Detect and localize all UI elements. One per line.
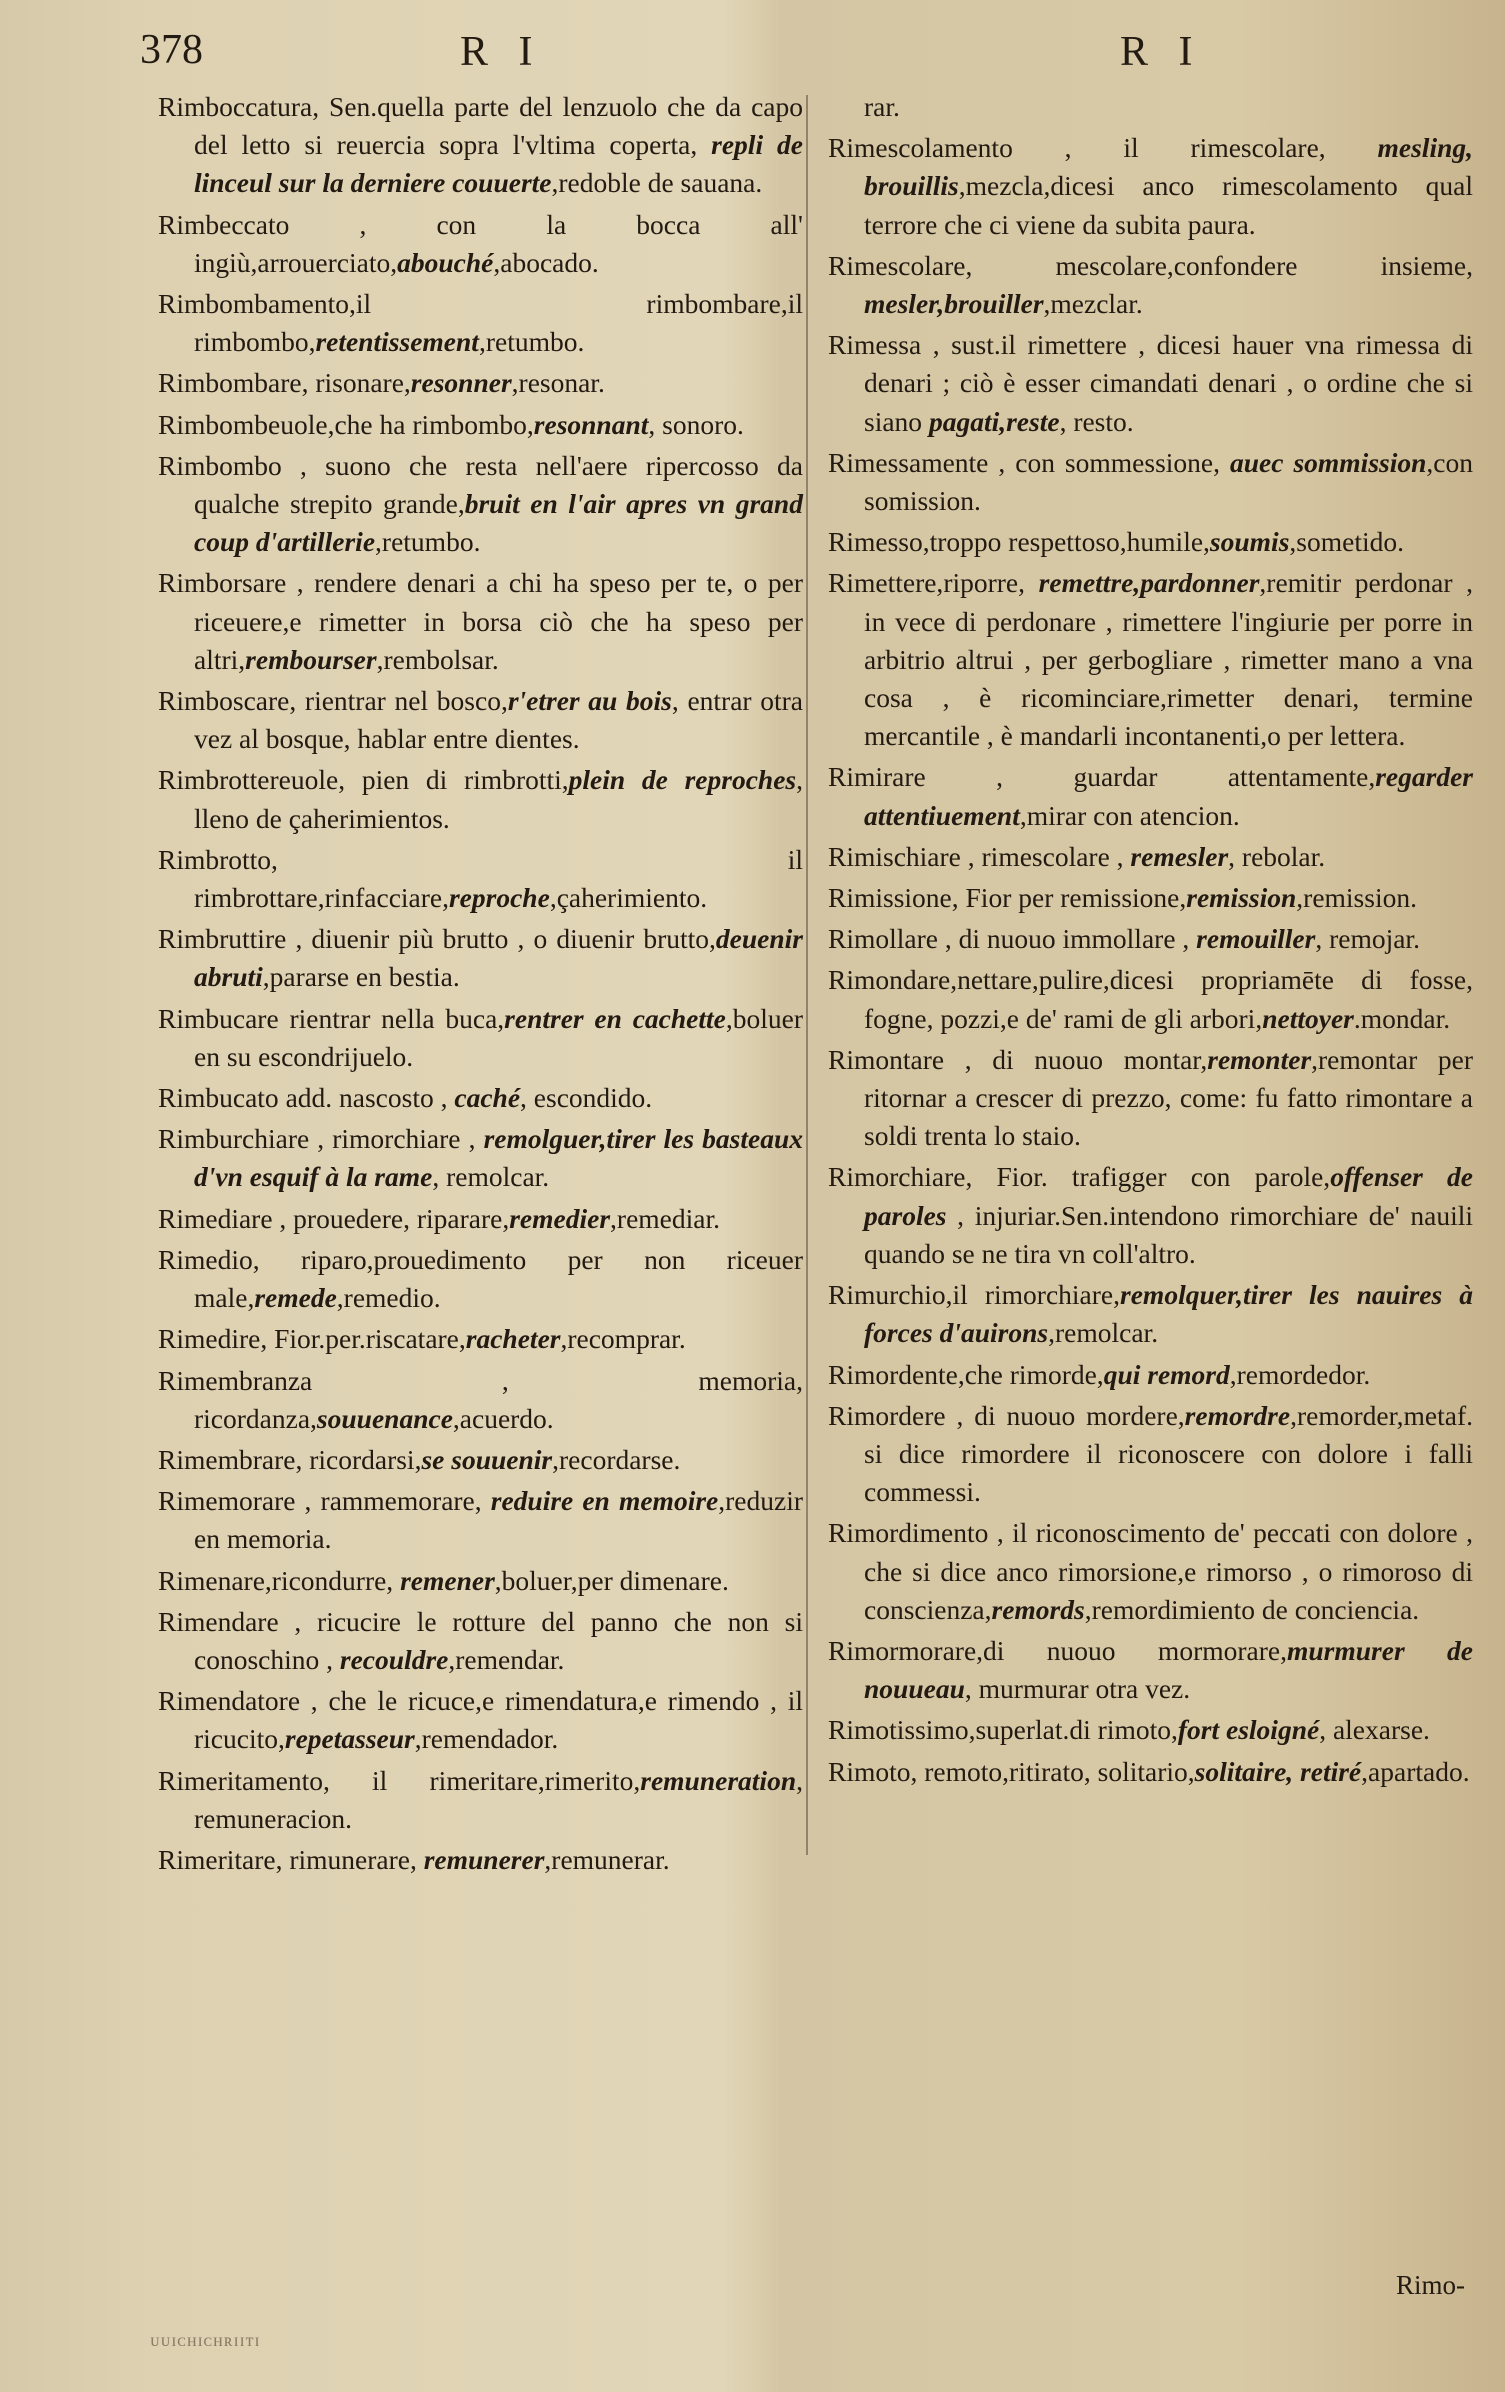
- entry-french-gloss: remesler: [1130, 840, 1229, 872]
- entry-spanish-gloss: ,remontar per ritornar a crescer di prezzo, come: fu fatto rimontare a soldi trenta lo staio.: [864, 1043, 1474, 1152]
- entry-spanish-gloss: , escondido.: [520, 1082, 653, 1114]
- entry-spanish-gloss: ,remission.: [1296, 882, 1417, 914]
- entry-definition: , ricucire le rotture del panno che non si conoschino ,: [194, 1605, 803, 1675]
- entry-definition: risonare,: [308, 367, 411, 399]
- entry-french-gloss: reproche: [448, 882, 550, 914]
- entry-french-gloss: solitaire, retiré: [1194, 1755, 1362, 1787]
- dictionary-entry: [828, 920, 1473, 958]
- entry-headword: Rimbruttire: [158, 923, 287, 955]
- entry-definition: , con la bocca all' ingiù,arrouerciato,: [194, 208, 803, 278]
- entry-spanish-gloss: ,retumbo.: [478, 326, 585, 358]
- entry-spanish-gloss: ,reduzir en memoria.: [194, 1485, 803, 1555]
- entry-definition: , memoria, ricordanza,: [194, 1364, 803, 1434]
- dictionary-entry: [158, 920, 803, 996]
- entry-french-gloss: racheter: [465, 1323, 561, 1355]
- entry-spanish-gloss: ,boluer en su escondrijuelo.: [194, 1002, 803, 1072]
- entry-headword: Rimirare: [828, 761, 926, 793]
- entry-spanish-gloss: , rebolar.: [1228, 840, 1326, 872]
- entry-french-gloss: remolquer,tirer les nauires à forces d'auirons: [864, 1279, 1474, 1349]
- entry-spanish-gloss: ,resonar.: [511, 367, 605, 399]
- dictionary-entry: [828, 961, 1473, 1037]
- entry-definition: ricordarsi,: [302, 1443, 422, 1475]
- entry-headword: Rimorchiare,: [828, 1161, 973, 1193]
- entry-definition: remoto,ritirato, solitario,: [917, 1755, 1195, 1787]
- dictionary-entry: [828, 758, 1473, 834]
- entry-spanish-gloss: ,apartado.: [1361, 1755, 1470, 1787]
- entry-spanish-gloss: , murmurar otra vez.: [964, 1673, 1191, 1705]
- entry-spanish-gloss: ,remordimiento de conciencia.: [1084, 1593, 1420, 1625]
- entry-spanish-gloss: ,retumbo.: [375, 526, 481, 558]
- entry-french-gloss: fort esloigné: [1177, 1714, 1320, 1746]
- entry-headword: Rimendare: [158, 1605, 279, 1637]
- entry-headword: Rimischiare: [828, 840, 961, 872]
- entry-definition: nettare,pulire,dicesi propriamēte di fosse, fogne, pozzi,e de' rami de gli arbori,: [864, 964, 1473, 1034]
- entry-french-gloss: remolguer,tirer les basteaux d'vn esquif à la rame: [194, 1123, 804, 1193]
- entry-headword: Rimurchio,: [828, 1279, 953, 1311]
- dictionary-entry: [828, 1041, 1473, 1156]
- dictionary-entry: [828, 523, 1473, 561]
- entry-spanish-gloss: ,recomprar.: [560, 1323, 686, 1355]
- entry-headword: Rimboscare,: [158, 685, 297, 717]
- entry-headword: Rimbombare,: [158, 367, 309, 399]
- entry-french-gloss: remener: [400, 1564, 495, 1596]
- entry-spanish-gloss: ,remolcar.: [1048, 1317, 1159, 1349]
- entry-definition: , sust.il rimettere , dicesi hauer vna rimessa di denari ; ciò è esser cimandati denari , o ordine che si siano: [864, 329, 1473, 437]
- dictionary-entry: [158, 1241, 803, 1317]
- dictionary-entry: [158, 285, 803, 361]
- entry-headword: Rimollare: [828, 923, 938, 955]
- entry-french-gloss: remission: [1186, 882, 1297, 914]
- entry-spanish-gloss: ,sometido.: [1289, 526, 1404, 558]
- entry-spanish-gloss: , remuneracion.: [194, 1764, 803, 1834]
- dictionary-entry: [158, 1441, 803, 1479]
- entry-french-gloss: remordre: [1184, 1399, 1291, 1431]
- entry-french-gloss: repli de linceul sur la derniere couuerte: [194, 129, 803, 199]
- entry-french-gloss: remede: [254, 1282, 337, 1314]
- entry-french-gloss: regarder attentiuement: [864, 761, 1473, 831]
- entry-headword: Rimondare,: [828, 964, 958, 996]
- dictionary-entry: [828, 1276, 1473, 1352]
- entry-headword: Rimembrare,: [158, 1443, 303, 1475]
- entry-french-gloss: offenser de paroles: [864, 1161, 1473, 1231]
- entry-french-gloss: souuenance: [316, 1402, 453, 1434]
- dictionary-entry: [828, 444, 1473, 520]
- entry-spanish-gloss: ,mirar con atencion.: [1019, 799, 1240, 831]
- entry-headword: Rimordente,: [828, 1358, 965, 1390]
- entry-continuation: rar.: [864, 91, 900, 122]
- dictionary-entry: [828, 1397, 1473, 1512]
- entry-headword: Rimoto,: [828, 1755, 918, 1787]
- entry-definition: rientrar nella buca,: [278, 1002, 505, 1034]
- entry-spanish-gloss: , injuriar.Sen.intendono rimorchiare de' nauili quando se ne tira vn coll'altro.: [864, 1199, 1473, 1269]
- entry-definition: , rendere denari a chi ha speso per te, o per riceuere,e rimetter in borsa ciò che ha speso per altri,: [194, 567, 803, 675]
- entry-definition: , che le ricuce,e rimendatura,e rimendo , il ricucito,: [194, 1685, 803, 1755]
- dictionary-entry: [828, 1632, 1473, 1708]
- entry-french-gloss: qui remord: [1103, 1358, 1230, 1390]
- entry-definition: , suono che resta nell'aere ripercosso da qualche strepito grande,: [194, 449, 803, 520]
- entry-spanish-gloss: ,remordedor.: [1229, 1358, 1371, 1390]
- entry-french-gloss: remonter: [1207, 1043, 1312, 1075]
- entry-spanish-gloss: .mondar.: [1353, 1002, 1451, 1034]
- dictionary-entry: [158, 1362, 803, 1438]
- column-rule: [806, 95, 808, 1855]
- entry-spanish-gloss: ,pararse en bestia.: [262, 961, 460, 993]
- entry-spanish-gloss: ,acuerdo.: [452, 1402, 554, 1434]
- entry-french-gloss: rembourser: [245, 643, 377, 675]
- entry-french-gloss: r'etrer au bois: [507, 685, 672, 717]
- dictionary-entry: [158, 206, 803, 282]
- entry-headword: Rimessa: [828, 329, 922, 361]
- entry-spanish-gloss: , sonoro.: [648, 408, 744, 440]
- entry-headword: Rimesso,: [828, 526, 930, 558]
- footer-mark: ᴜᴜɪᴄʜɪᴄʜʀɪɪᴛɪ: [150, 2330, 261, 2350]
- entry-headword: Rimescolamento: [828, 132, 1013, 164]
- entry-french-gloss: resonner: [410, 367, 512, 399]
- dictionary-entry: [158, 841, 803, 917]
- entry-french-gloss: bruit en l'air apres vn grand coup d'artillerie: [194, 488, 803, 558]
- entry-spanish-gloss: , resto.: [1059, 405, 1134, 437]
- entry-spanish-gloss: ,remunerar.: [544, 1843, 670, 1875]
- dictionary-entry: [828, 838, 1473, 876]
- entry-headword: Rimedio,: [158, 1243, 260, 1275]
- entry-headword: Rimenare,: [158, 1564, 272, 1596]
- dictionary-entry: [158, 564, 803, 679]
- entry-headword: Rimbeccato: [158, 208, 290, 240]
- entry-french-gloss: mesler,brouiller: [864, 288, 1044, 320]
- dictionary-entry: [828, 247, 1473, 323]
- page-number: 378: [140, 27, 203, 73]
- entry-headword: Rimbrotto,: [158, 843, 278, 875]
- entry-spanish-gloss: , remolcar.: [432, 1161, 550, 1193]
- entry-spanish-gloss: ,rembolsar.: [376, 643, 499, 675]
- entry-headword: Rimessamente: [828, 446, 989, 478]
- right-column: [828, 88, 1473, 1794]
- entry-definition: il rimeritare,rimerito,: [329, 1764, 641, 1796]
- entry-definition: che rimorde,: [964, 1358, 1104, 1390]
- entry-spanish-gloss: , lleno de çaherimientos.: [194, 764, 803, 834]
- entry-definition: di nuouo mormorare,: [983, 1634, 1287, 1666]
- entry-french-gloss: soumis: [1209, 526, 1290, 558]
- dictionary-entry: [158, 1482, 803, 1558]
- dictionary-entry: [158, 406, 803, 444]
- dictionary-entry: [158, 1603, 803, 1679]
- entry-headword: Rimeritamento,: [158, 1764, 330, 1796]
- entry-definition: , rimorchiare ,: [309, 1123, 484, 1155]
- entry-definition: Fior.per.riscatare,: [267, 1323, 466, 1355]
- entry-headword: Rimescolare,: [828, 249, 973, 281]
- entry-french-gloss: repetasseur: [284, 1723, 415, 1755]
- entry-definition: ricondurre,: [271, 1564, 401, 1596]
- entry-french-gloss: rentrer en cachette: [504, 1002, 726, 1034]
- entry-headword: Rimbrottereuole,: [158, 764, 346, 796]
- entry-definition: riporre,: [943, 567, 1039, 599]
- entry-definition: Fior. trafigger con parole,: [972, 1161, 1331, 1193]
- running-head-left: R I: [460, 29, 543, 75]
- entry-definition: il rimorchiare,: [952, 1279, 1121, 1311]
- entry-french-gloss: mesling, brouillis: [864, 132, 1473, 202]
- entry-headword: Rimburchiare: [158, 1123, 310, 1155]
- dictionary-entry: [158, 364, 803, 402]
- entry-french-gloss: remunerer: [423, 1843, 545, 1875]
- entry-headword: Rimbucato: [158, 1082, 279, 1114]
- entry-french-gloss: nettoyer: [1262, 1002, 1354, 1034]
- entry-french-gloss: plein de reproches: [568, 764, 797, 796]
- dictionary-entry: [158, 1562, 803, 1600]
- entry-spanish-gloss: ,mezclar.: [1043, 288, 1143, 320]
- entry-spanish-gloss: ,remedio.: [336, 1282, 441, 1314]
- entry-definition: troppo respettoso,humile,: [929, 526, 1210, 558]
- entry-spanish-gloss: , alexarse.: [1319, 1714, 1430, 1746]
- entry-spanish-gloss: ,remendar.: [448, 1643, 565, 1675]
- entry-definition: superlat.di rimoto,: [975, 1714, 1178, 1746]
- entry-definition: , guardar attentamente,: [925, 761, 1376, 793]
- page-header: [0, 22, 1505, 82]
- dictionary-entry: [158, 682, 803, 758]
- entry-definition: riparo,prouedimento per non riceuer male,: [194, 1243, 803, 1314]
- entry-french-gloss: caché: [454, 1082, 521, 1114]
- dictionary-entry: [828, 1356, 1473, 1394]
- dictionary-entry: [158, 1000, 803, 1076]
- dictionary-entry: [828, 1514, 1473, 1629]
- entry-definition: Fior per remissione,: [958, 882, 1187, 914]
- entry-spanish-gloss: ,remediar.: [610, 1202, 720, 1234]
- entry-definition: add. nascosto ,: [278, 1082, 455, 1114]
- catchword: Rimo-: [1395, 2270, 1465, 2300]
- entry-definition: , il riconoscimento de' peccati con dolore , che si dice anco rimorsione,e rimorso , o rimoroso di conscienza,: [864, 1517, 1473, 1625]
- dictionary-entry: [828, 564, 1473, 755]
- running-head-right: R I: [1120, 29, 1203, 75]
- entry-headword: Rimissione,: [828, 882, 959, 914]
- dictionary-entry: [158, 1841, 803, 1879]
- entry-spanish-gloss: ,remendador.: [414, 1723, 559, 1755]
- entry-definition: il rimbombare,il rimbombo,: [194, 288, 803, 358]
- entry-definition: , di nuouo immollare ,: [937, 923, 1197, 955]
- entry-spanish-gloss: ,recordarse.: [552, 1443, 681, 1475]
- entry-headword: Rimbombo: [158, 449, 282, 481]
- entry-french-gloss: abouché: [397, 246, 494, 278]
- entry-definition: , di nuouo mordere,: [945, 1399, 1185, 1431]
- entry-spanish-gloss: ,boluer,per dimenare.: [494, 1564, 729, 1596]
- entry-headword: Rimedire,: [158, 1323, 268, 1355]
- dictionary-entry: [158, 761, 803, 837]
- entry-french-gloss: murmurer de nouueau: [864, 1634, 1474, 1705]
- entry-headword: Rimormorare,: [828, 1634, 984, 1666]
- entry-french-gloss: retentissement: [315, 326, 479, 358]
- entry-definition: il rimbrottare,rinfacciare,: [194, 843, 803, 914]
- entry-headword: Rimontare: [828, 1043, 945, 1075]
- entry-french-gloss: remords: [991, 1593, 1085, 1625]
- left-column: [158, 88, 803, 1882]
- entry-headword: Rimbucare: [158, 1002, 279, 1034]
- dictionary-entry: [828, 129, 1473, 244]
- entry-headword: Rimbombamento,: [158, 288, 356, 320]
- entry-french-gloss: auec sommission: [1230, 446, 1427, 478]
- entry-french-gloss: remuneration: [640, 1764, 797, 1796]
- entry-headword: Rimemorare: [158, 1485, 296, 1517]
- entry-definition: , rammemorare,: [295, 1485, 491, 1517]
- entry-spanish-gloss: ,çaherimiento.: [549, 882, 708, 914]
- dictionary-entry: [158, 1079, 803, 1117]
- entry-french-gloss: remouiller: [1196, 923, 1316, 955]
- dictionary-entry: [158, 1682, 803, 1758]
- dictionary-entry: [828, 1711, 1473, 1749]
- entry-spanish-gloss: ,remitir perdonar , in vece di perdonare , rimettere l'ingiurie per porre in arbitrio altrui , per gerbogliare , rimetter mano a vna cosa , è ricominciare,rimetter denari, termine mercantile , è mandarli incontanenti,o per lettera.: [864, 567, 1474, 752]
- entry-headword: Rimediare: [158, 1202, 273, 1234]
- dictionary-entry: [158, 88, 803, 203]
- entry-definition: , diuenir più brutto , o diuenir brutto,: [286, 923, 716, 955]
- entry-french-gloss: remettre,pardonner: [1038, 567, 1260, 599]
- entry-french-gloss: resonnant: [533, 408, 649, 440]
- dictionary-entry: [158, 447, 803, 562]
- dictionary-entry: [158, 1200, 803, 1238]
- entry-headword: Rimettere,: [828, 567, 944, 599]
- entry-definition: Sen.quella parte del lenzuolo che da capo del letto si reuercia sopra l'vltima coperta,: [194, 91, 803, 161]
- entry-headword: Rimeritare,: [158, 1843, 283, 1875]
- entry-definition: mescolare,confondere insieme,: [972, 249, 1473, 281]
- dictionary-entry: [158, 1320, 803, 1358]
- entry-spanish-gloss: ,abocado.: [493, 246, 599, 278]
- entry-french-gloss: deuenir abruti: [194, 923, 803, 993]
- entry-spanish-gloss: ,remorder,metaf. si dice rimordere il riconoscere con dolore i falli commessi.: [864, 1399, 1473, 1508]
- entry-spanish-gloss: ,con somission.: [864, 446, 1473, 517]
- entry-headword: Rimordimento: [828, 1517, 989, 1549]
- dictionary-entry: [828, 326, 1473, 441]
- entry-definition: , con sommessione,: [988, 446, 1230, 478]
- entry-definition: pien di rimbrotti,: [345, 764, 569, 796]
- entry-spanish-gloss: ,redoble de sauana.: [551, 167, 763, 199]
- entry-spanish-gloss: , entrar otra vez al bosque, hablar entre dientes.: [194, 685, 804, 755]
- entry-headword: Rimbombeuole,: [158, 408, 335, 440]
- entry-headword: Rimotissimo,: [828, 1714, 976, 1746]
- entry-french-gloss: remedier: [509, 1202, 611, 1234]
- entry-french-gloss: pagati,reste: [928, 405, 1060, 437]
- entry-french-gloss: reduire en memoire: [490, 1485, 719, 1517]
- dictionary-entry: [828, 1753, 1473, 1791]
- entry-french-gloss: se souuenir: [421, 1443, 553, 1475]
- entry-definition: , rimescolare ,: [960, 840, 1131, 872]
- entry-definition: rientrar nel bosco,: [296, 685, 508, 717]
- entry-headword: Rimborsare: [158, 567, 287, 599]
- entry-definition: che ha rimbombo,: [334, 408, 534, 440]
- entry-spanish-gloss: , remojar.: [1315, 923, 1420, 955]
- entry-headword: Rimordere: [828, 1399, 946, 1431]
- entry-spanish-gloss: ,mezcla,dicesi anco rimescolamento qual terrore che ci viene da subita paura.: [864, 170, 1473, 240]
- entry-headword: Rimembranza: [158, 1364, 313, 1396]
- entry-french-gloss: recouldre: [339, 1643, 449, 1675]
- dictionary-entry: [158, 1120, 803, 1196]
- dictionary-entry: [828, 1158, 1473, 1273]
- entry-definition: , prouedere, riparare,: [272, 1202, 510, 1234]
- entry-headword: Rimendatore: [158, 1685, 301, 1717]
- dictionary-entry: [158, 1762, 803, 1838]
- dictionary-entry: [828, 879, 1473, 917]
- entry-definition: rimunerare,: [282, 1843, 424, 1875]
- entry-definition: , di nuouo montar,: [944, 1043, 1208, 1075]
- entry-definition: , il rimescolare,: [1012, 132, 1378, 164]
- entry-headword: Rimboccatura,: [158, 91, 320, 122]
